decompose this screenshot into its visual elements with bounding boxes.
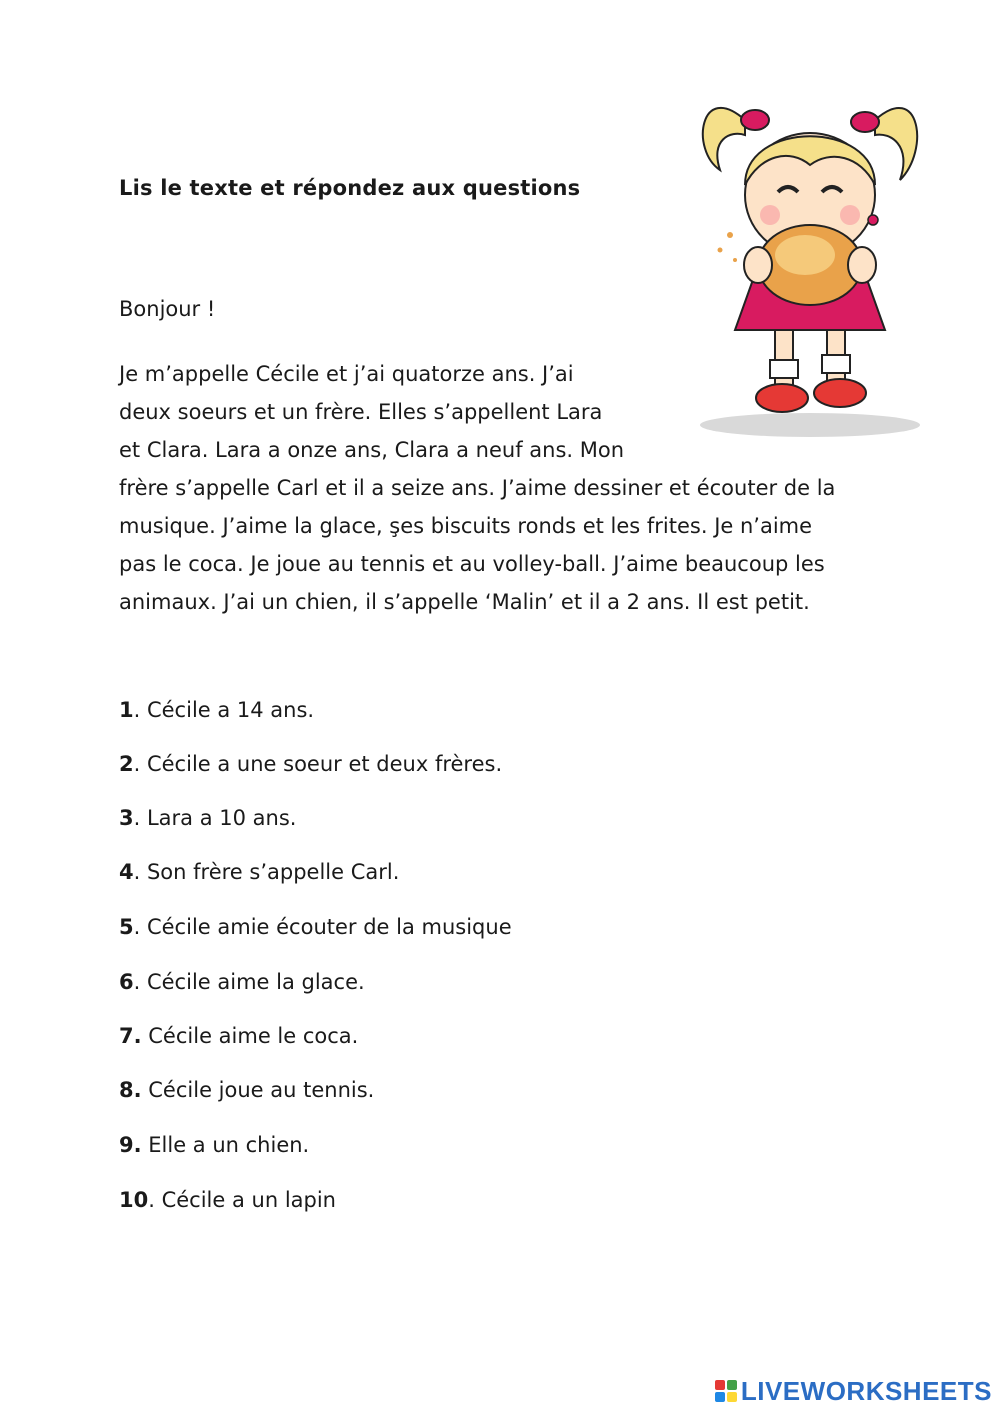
- question-number: 5: [119, 915, 134, 939]
- text-line: frère s’appelle Carl et il a seize ans. J’aime dessiner et écouter de la: [119, 476, 836, 500]
- text-line: Je m’appelle Cécile et j’ai quatorze ans. J’ai: [119, 362, 574, 386]
- question-text: Cécile joue au tennis.: [141, 1078, 375, 1102]
- question-number: 7.: [119, 1024, 142, 1048]
- text-line: deux soeurs et un frère. Elles s’appellent Lara: [119, 400, 603, 424]
- question-item: [119, 860, 399, 884]
- greeting: Bonjour !: [119, 297, 216, 321]
- logo-square: [715, 1380, 725, 1390]
- question-number: 4: [119, 860, 134, 884]
- question-number: 1: [119, 698, 134, 722]
- question-number: 2: [119, 752, 134, 776]
- text-line: musique. J’aime la glace, şes biscuits ronds et les frites. Je n’aime: [119, 514, 813, 538]
- question-item: [119, 1188, 336, 1212]
- question-text: Elle a un chien.: [141, 1133, 310, 1157]
- question-text: . Cécile a 14 ans.: [133, 698, 315, 722]
- question-item: [119, 1024, 358, 1048]
- text-line: et Clara. Lara a onze ans, Clara a neuf ans. Mon: [119, 438, 625, 462]
- liveworksheets-icon: [715, 1380, 737, 1402]
- logo-square: [715, 1392, 725, 1402]
- question-number: 6: [119, 970, 134, 994]
- question-item: [119, 806, 296, 830]
- question-text: . Cécile a une soeur et deux frères.: [133, 752, 503, 776]
- question-item: [119, 752, 502, 776]
- question-text: Cécile aime le coca.: [141, 1024, 359, 1048]
- question-number: 8.: [119, 1078, 142, 1102]
- text-line: animaux. J’ai un chien, il s’appelle ‘Malin’ et il a 2 ans. Il est petit.: [119, 590, 810, 614]
- text-line: pas le coca. Je joue au tennis et au volley-ball. J’aime beaucoup les: [119, 552, 825, 576]
- question-text: . Lara a 10 ans.: [133, 806, 297, 830]
- question-item: [119, 970, 365, 994]
- brand-name: LIVEWORKSHEETS: [740, 1375, 992, 1406]
- question-item: [119, 1133, 309, 1157]
- girl-eating-bun-icon: [690, 60, 930, 445]
- question-number: 3: [119, 806, 134, 830]
- question-text: . Cécile a un lapin: [148, 1188, 336, 1212]
- worksheet-title: Lis le texte et répondez aux questions: [119, 176, 581, 200]
- question-text: . Cécile aime la glace.: [133, 970, 365, 994]
- question-item: [119, 698, 314, 722]
- question-number: 9.: [119, 1133, 142, 1157]
- logo-square: [727, 1392, 737, 1402]
- question-text: . Cécile amie écouter de la musique: [133, 915, 512, 939]
- question-item: [119, 1078, 374, 1102]
- liveworksheets-logo[interactable]: [715, 1377, 992, 1405]
- question-item: [119, 915, 512, 939]
- question-number: 10: [119, 1188, 149, 1212]
- question-text: . Son frère s’appelle Carl.: [133, 860, 400, 884]
- logo-square: [727, 1380, 737, 1390]
